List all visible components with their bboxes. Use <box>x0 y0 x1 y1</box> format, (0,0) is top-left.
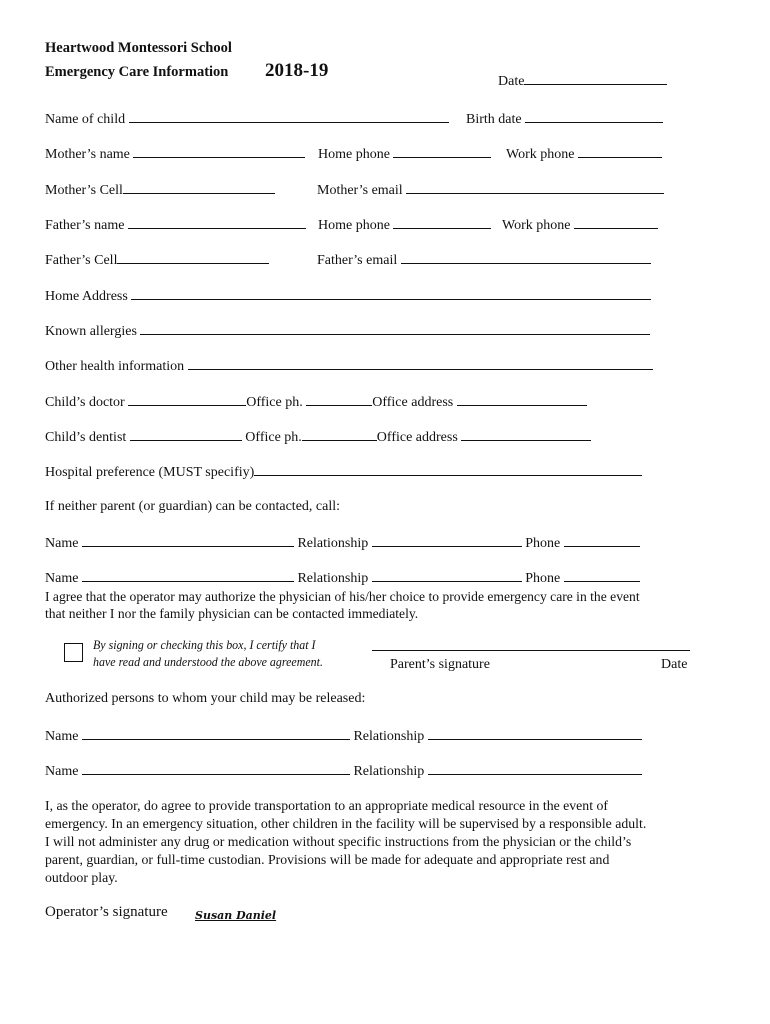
authorized-2-relationship-field[interactable] <box>428 762 642 775</box>
mothers-name-field[interactable] <box>133 145 305 158</box>
header-date <box>498 72 667 90</box>
authorized-row-2 <box>45 762 642 780</box>
checkbox-note-2: have read and understood the above agreement. <box>93 654 323 669</box>
row-father-cell <box>45 251 269 269</box>
header-date-label: Date <box>498 74 525 89</box>
row-mother-email <box>317 181 664 199</box>
fathers-name-field[interactable] <box>128 216 306 229</box>
contact-1-relationship-field[interactable] <box>372 534 522 547</box>
mothers-email-field[interactable] <box>406 181 664 194</box>
row-dentist <box>45 428 591 446</box>
row-mother-home <box>318 145 491 163</box>
contact-2-relationship-label: Relationship <box>297 571 369 586</box>
row-mother <box>45 145 305 163</box>
row-health <box>45 357 653 375</box>
father-home-phone-label: Home phone <box>318 218 390 233</box>
childs-doctor-label: Child’s doctor <box>45 395 125 410</box>
contact-1-name-field[interactable] <box>82 534 294 547</box>
row-father-work <box>502 216 658 234</box>
authorized-2-relationship-label: Relationship <box>353 764 425 779</box>
operator-statement-line-4: parent, guardian, or full-time custodian. Provisions will be made for adequate and appropriate rest and <box>45 852 610 867</box>
parent-signature-date-label: Date <box>661 657 688 672</box>
form-title: Emergency Care Information <box>45 64 229 80</box>
authorized-1-relationship-label: Relationship <box>353 729 425 744</box>
contact-2-name-field[interactable] <box>82 569 294 582</box>
birth-date-field[interactable] <box>525 110 663 123</box>
authorized-1-name-field[interactable] <box>82 727 350 740</box>
fathers-cell-field[interactable] <box>117 251 269 264</box>
father-home-phone-field[interactable] <box>393 216 491 229</box>
fathers-cell-label: Father’s Cell <box>45 253 118 268</box>
mothers-name-label: Mother’s name <box>45 147 130 162</box>
authorized-row-1 <box>45 727 642 745</box>
authorized-1-relationship-field[interactable] <box>428 727 642 740</box>
father-work-phone-label: Work phone <box>502 218 571 233</box>
mothers-cell-label: Mother’s Cell <box>45 183 123 198</box>
name-of-child-label: Name of child <box>45 112 126 127</box>
doctor-office-address-label: Office address <box>372 395 454 410</box>
school-name: Heartwood Montessori School <box>45 40 232 56</box>
row-father-home <box>318 216 491 234</box>
mother-work-phone-label: Work phone <box>506 147 575 162</box>
home-address-label: Home Address <box>45 289 128 304</box>
row-address <box>45 287 651 305</box>
mother-home-phone-field[interactable] <box>393 145 491 158</box>
contact-2-relationship-field[interactable] <box>372 569 522 582</box>
hospital-preference-label: Hospital preference (MUST specifiy) <box>45 465 255 480</box>
mothers-email-label: Mother’s email <box>317 183 403 198</box>
doctor-office-ph-field[interactable] <box>306 393 372 406</box>
doctor-office-address-field[interactable] <box>457 393 587 406</box>
contact-2-name-label: Name <box>45 571 79 586</box>
contact-row-2 <box>45 569 640 587</box>
doctor-office-ph-label: Office ph. <box>246 395 303 410</box>
childs-dentist-label: Child’s dentist <box>45 430 127 445</box>
agreement-line-2: that neither I nor the family physician can be contacted immediately. <box>45 606 419 621</box>
operator-signature-label: Operator’s signature <box>45 904 168 920</box>
dentist-office-address-field[interactable] <box>461 428 591 441</box>
contact-1-phone-field[interactable] <box>564 534 640 547</box>
row-mother-cell <box>45 181 275 199</box>
contact-row-1 <box>45 534 640 552</box>
mothers-cell-field[interactable] <box>123 181 275 194</box>
operator-signature: Susan Daniel <box>195 909 277 922</box>
fathers-name-label: Father’s name <box>45 218 125 233</box>
contact-2-phone-field[interactable] <box>564 569 640 582</box>
known-allergies-field[interactable] <box>140 322 650 335</box>
school-year: 2018-19 <box>265 60 329 81</box>
contacts-intro: If neither parent (or guardian) can be contacted, call: <box>45 499 341 514</box>
agreement-line-1: I agree that the operator may authorize the physician of his/her choice to provide emergency care in the event <box>45 589 640 604</box>
hospital-preference-field[interactable] <box>254 463 642 476</box>
row-doctor <box>45 393 587 411</box>
childs-doctor-field[interactable] <box>128 393 246 406</box>
contact-1-relationship-label: Relationship <box>297 536 369 551</box>
row-child <box>45 110 449 128</box>
row-allergies <box>45 322 650 340</box>
contact-2-phone-label: Phone <box>525 571 561 586</box>
agreement-checkbox[interactable] <box>64 643 83 662</box>
name-of-child-field[interactable] <box>129 110 449 123</box>
other-health-field[interactable] <box>188 357 653 370</box>
childs-dentist-field[interactable] <box>130 428 242 441</box>
row-hospital <box>45 463 642 481</box>
dentist-office-ph-field[interactable] <box>302 428 377 441</box>
home-address-field[interactable] <box>131 287 651 300</box>
known-allergies-label: Known allergies <box>45 324 137 339</box>
row-father-email <box>317 251 651 269</box>
father-work-phone-field[interactable] <box>574 216 658 229</box>
operator-statement-line-2: emergency. In an emergency situation, other children in the facility will be supervised by a responsible adult. <box>45 816 647 831</box>
other-health-label: Other health information <box>45 359 185 374</box>
parent-signature-line[interactable] <box>372 650 690 651</box>
dentist-office-address-label: Office address <box>376 430 458 445</box>
operator-statement-line-1: I, as the operator, do agree to provide transportation to an appropriate medical resource in the event of <box>45 798 608 813</box>
mother-home-phone-label: Home phone <box>318 147 390 162</box>
row-father <box>45 216 306 234</box>
authorized-intro: Authorized persons to whom your child may be released: <box>45 691 366 706</box>
dentist-office-ph-label: Office ph. <box>245 430 302 445</box>
birth-date-label: Birth date <box>466 112 522 127</box>
mother-work-phone-field[interactable] <box>578 145 662 158</box>
operator-statement-line-5: outdoor play. <box>45 870 118 885</box>
authorized-1-name-label: Name <box>45 729 79 744</box>
row-birthdate <box>466 110 663 128</box>
fathers-email-field[interactable] <box>401 251 651 264</box>
parent-signature-label: Parent’s signature <box>390 657 490 672</box>
fathers-email-label: Father’s email <box>317 253 398 268</box>
header-date-field[interactable] <box>524 72 667 85</box>
contact-1-name-label: Name <box>45 536 79 551</box>
contact-1-phone-label: Phone <box>525 536 561 551</box>
checkbox-note-1: By signing or checking this box, I certify that I <box>93 637 316 652</box>
authorized-2-name-field[interactable] <box>82 762 350 775</box>
authorized-2-name-label: Name <box>45 764 79 779</box>
row-mother-work <box>506 145 662 163</box>
operator-statement-line-3: I will not administer any drug or medication without specific instructions from the physician or the child’s <box>45 834 632 849</box>
